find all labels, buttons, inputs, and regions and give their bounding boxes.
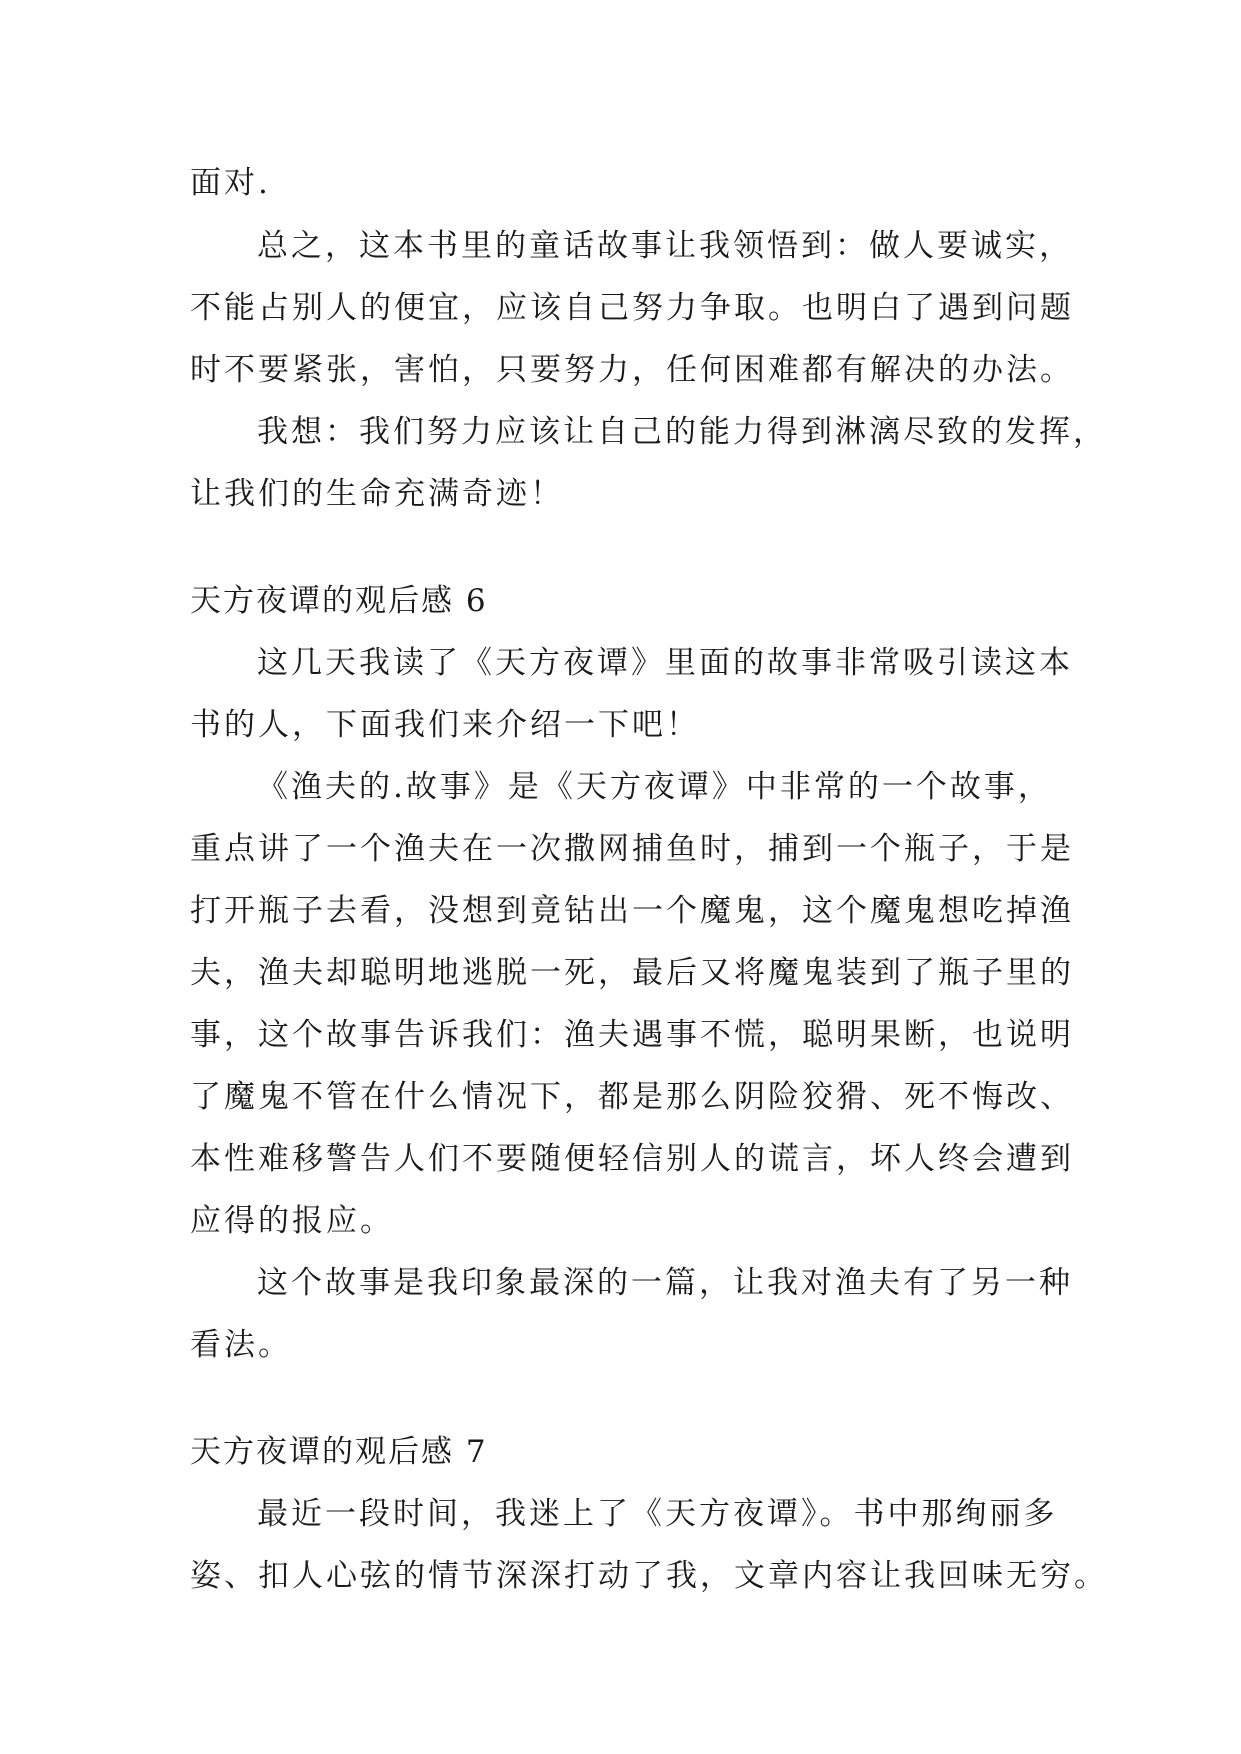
text-line: 让我们的生命充满奇迹！ <box>190 476 564 512</box>
text-line: 看法。 <box>190 1327 292 1363</box>
paragraph-first-line: 这个故事是我印象最深的一篇，让我对渔夫有了另一种 <box>257 1265 1073 1301</box>
text-line: 夫，渔夫却聪明地逃脱一死，最后又将魔鬼装到了瓶子里的 <box>190 955 1074 991</box>
paragraph-first-line: 最近一段时间，我迷上了《天方夜谭》。书中那绚丽多 <box>257 1496 1058 1532</box>
section-heading: 天方夜谭的观后感 7 <box>190 1434 488 1470</box>
section-heading: 天方夜谭的观后感 6 <box>190 583 488 619</box>
text-line: 本性难移警告人们不要随便轻信别人的谎言，坏人终会遭到 <box>190 1141 1074 1177</box>
text-line: 重点讲了一个渔夫在一次撒网捕鱼时，捕到一个瓶子，于是 <box>190 831 1074 867</box>
paragraph-first-line: 《渔夫的.故事》是《天方夜谭》中非常的一个故事， <box>257 769 1052 805</box>
text-line: 打开瓶子去看，没想到竟钻出一个魔鬼，这个魔鬼想吃掉渔 <box>190 893 1074 929</box>
text-line: 应得的报应。 <box>190 1203 394 1239</box>
text-line: 面对. <box>190 165 271 201</box>
paragraph-first-line: 总之，这本书里的童话故事让我领悟到：做人要诚实， <box>257 228 1073 264</box>
text-line: 不能占别人的便宜，应该自己努力争取。也明白了遇到问题 <box>190 290 1074 326</box>
text-line: 姿、扣人心弦的情节深深打动了我，文章内容让我回味无穷。 <box>190 1558 1108 1594</box>
text-line: 书的人，下面我们来介绍一下吧！ <box>190 707 700 743</box>
paragraph-first-line: 这几天我读了《天方夜谭》里面的故事非常吸引读这本 <box>257 645 1073 681</box>
text-line: 时不要紧张，害怕，只要努力，任何困难都有解决的办法。 <box>190 352 1074 388</box>
paragraph-first-line: 我想：我们努力应该让自己的能力得到淋漓尽致的发挥， <box>257 414 1107 450</box>
text-line: 事，这个故事告诉我们：渔夫遇事不慌，聪明果断，也说明 <box>190 1017 1074 1053</box>
text-line: 了魔鬼不管在什么情况下，都是那么阴险狡猾、死不悔改、 <box>190 1079 1074 1115</box>
